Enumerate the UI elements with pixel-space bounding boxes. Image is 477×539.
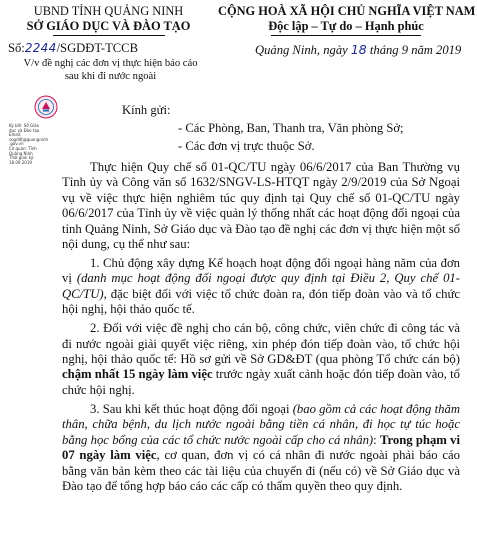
header-underline-left [53,35,165,36]
signature-line: Ký bởi: Sở Giáo [9,123,40,128]
signature-line: Email: [9,132,22,138]
p2-italic: (danh mục hoạt động đối ngoại được quy định tại Điều 2, Quy chế 01-QC/TU) [62,271,460,301]
p4-colon: : [373,432,380,447]
p3-bold-deadline: chậm nhất 15 ngày làm việc [62,367,213,382]
doc-number-suffix: /SGDĐT-TCCB [56,41,138,55]
nation-title: CỘNG HOÀ XÃ HỘI CHỦ NGHĨA VIỆT NAM [218,4,476,18]
date-suffix: tháng 9 năm 2019 [369,43,462,57]
digital-signature-info [9,124,67,165]
p4-text: 3. Sau khi kết thúc hoạt động đối ngoại [90,401,293,416]
signature-line: dục và Đào tạo [9,127,40,133]
p3-text-mid: Hồ sơ gửi về Sở GD&ĐT (qua phòng Tổ chức cán bộ) [180,352,460,367]
issuer-header [6,4,211,36]
issuing-organization: SỞ GIÁO DỤC VÀ ĐÀO TẠO [26,19,191,33]
date-day-handwritten: 18 [350,42,367,57]
digital-signature-seal-icon [34,95,58,119]
national-motto: Độc lập – Tự do – Hạnh phúc [268,19,424,33]
recipients-title: Kính gửi: [122,103,171,117]
signature-line: .gov.vn [9,141,24,147]
doc-number-prefix: Số: [8,41,25,55]
document-body [62,160,460,498]
p2-text-end: , đặc biệt đối với việc tổ chức đoàn ra, đón tiếp đoàn vào và tổ chức hội nghị, hội thảo quốc tế. [62,286,460,317]
body-paragraph-3 [62,321,460,398]
recipient-item: - Các Phòng, Ban, Thanh tra, Văn phòng Sở; [178,121,404,135]
signature-line: 18.09.2019 [9,159,32,165]
signature-line: sogddt@quangninh [9,136,49,142]
p3-text: 2. Đối với việc đề nghị cho cán bộ, công chức, viên chức đi công tác và đi nước ngoài giải quyết việc riêng, xin phép đón tiếp đoàn vào, tổ chức hội nghị, hội thảo quốc tế: [62,321,460,367]
signature-line: Cơ quan: Tỉnh [9,145,37,151]
recipient-item: - Các đơn vị trực thuộc Sở. [178,139,315,153]
p4-bold-deadline: Trong phạm vi 07 ngày làm việc [62,432,460,463]
header-underline-right [271,35,421,36]
p4-text-end: , cơ quan, đơn vị có cá nhân đi nước ngoài phải báo cáo bằng văn bản kèm theo các tài liệu của chuyến đi (nếu có) về Sở Giáo dục và Đào tạo để tổng hợp báo cáo các cấp có thẩm quyền theo quy định. [62,448,460,493]
subject-line-2: sau khi đi nước ngoài [64,71,157,82]
signature-line: Thời gian ký: [9,155,35,161]
body-paragraph-1: Thực hiện Quy chế số 01-QC/TU ngày 06/6/2017 của Ban Thường vụ Tỉnh ủy và Công văn số 1632/SNGV-LS-HTQT ngày 2/9/2019 của Sở Ngoại vụ về việc thực hiện nghiêm túc quy định tại Quy chế số 01-QC/TU ngày 06/6/2017 của Tỉnh ủy về việc quản lý thống nhất các hoạt động đối ngoại của tỉnh Quảng Ninh, Sở Giáo dục và Đào tạo đề nghị các đơn vị thực hiện một số nội dung, cụ thể như sau: [62,160,460,252]
doc-number-handwritten: 2244 [24,41,57,55]
body-paragraph-2 [62,256,460,318]
parent-organization: UBND TỈNH QUẢNG NINH [33,4,184,18]
p3-text-end: trước ngày xuất cảnh hoặc đón tiếp đoàn vào, tổ chức hội nghị. [62,367,460,397]
body-paragraph-4 [62,402,460,494]
signature-line: Quảng Ninh [9,150,33,156]
date-prefix: Quảng Ninh, ngày [255,43,348,57]
subject-line-1: V/v đề nghị các đơn vị thực hiện báo cáo [23,58,198,69]
document-date [255,42,461,58]
p2-text: 1. Chủ động xây dựng Kế hoạch hoạt động đối ngoại hàng năm của đơn vị [62,256,460,286]
document-subject [8,57,213,83]
p4-italic: (bao gồm cả các hoạt động thăm thân, chữa bệnh, du lịch nước ngoài bằng tiền cá nhân, đi học tự túc hoặc bằng học bổng của các tổ chức nước ngoài cấp cho cá nhân) [62,401,460,447]
document-number [8,40,138,56]
national-header [218,4,474,36]
